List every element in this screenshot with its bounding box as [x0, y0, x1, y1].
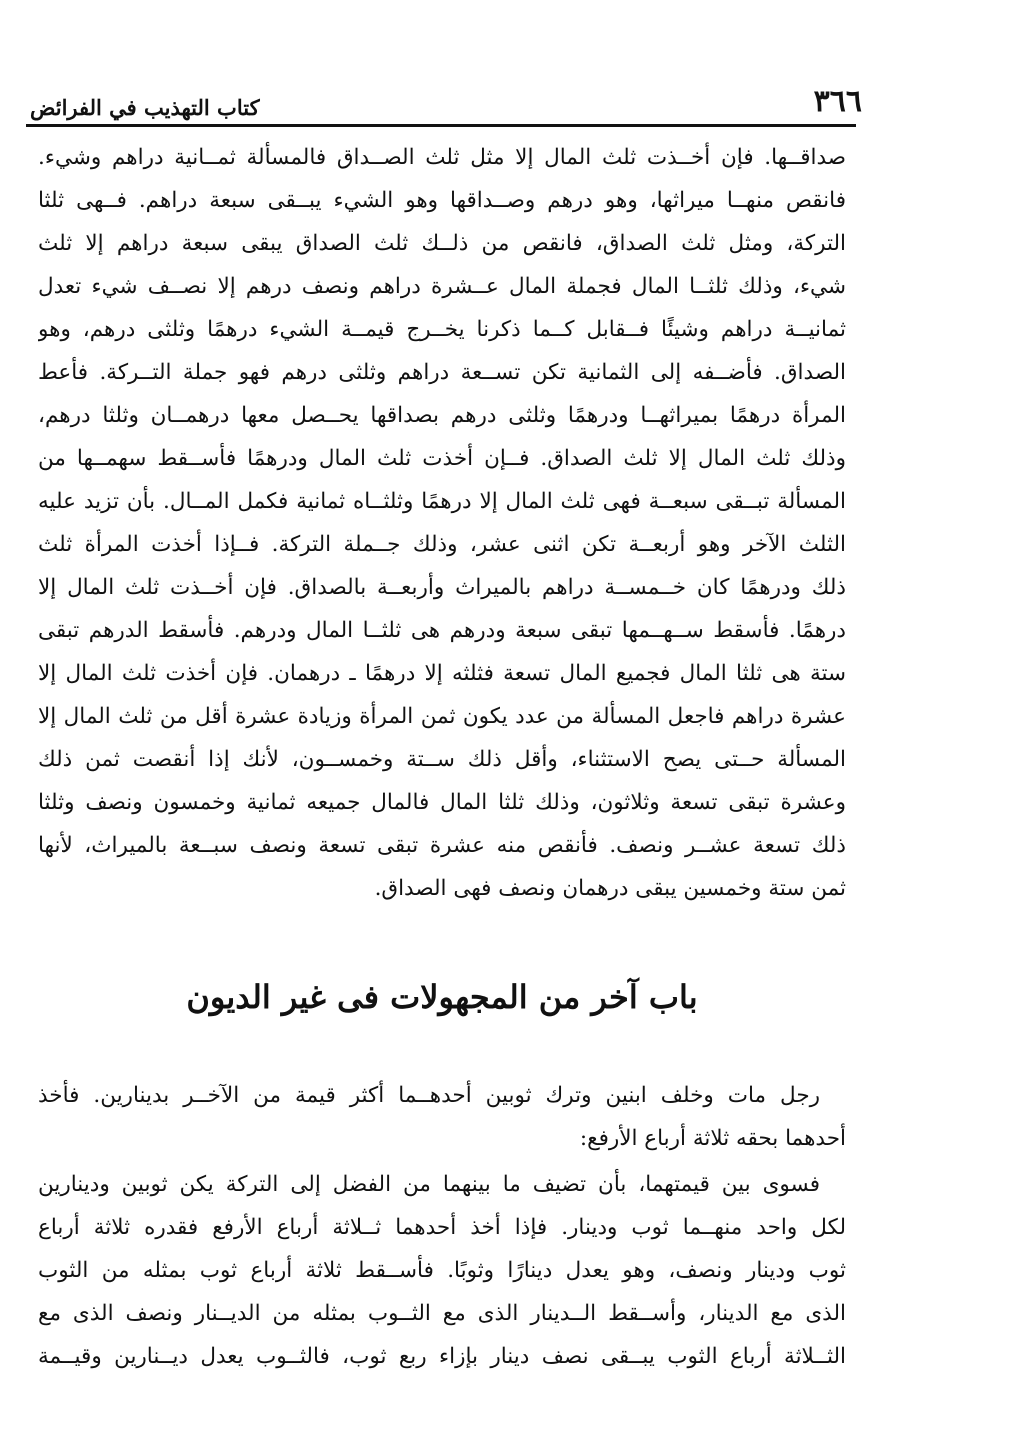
text-line: فسوى بين قيمتهما، بأن تضيف ما بينهما من الفضل إلى التركة يكن ثوبين ودينارين	[38, 1172, 820, 1197]
text-line: المسألة حــتى يصح الاستثناء، وأقل ذلك ســتة وخمســون، لأنك إذا أنقصت ثمن ذلك	[38, 747, 846, 772]
text-line: عشرة دراهم فاجعل المسألة من عدد يكون ثمن المرأة وزيادة عشرة أقل من ثلث المال إلا	[38, 704, 846, 729]
text-line: ذلك تسعة عشــر ونصف. فأنقص منه عشرة تبقى تسعة ونصف سبــعة بالميراث، لأنها	[38, 833, 846, 858]
text-line: رجل مات وخلف ابنين وترك ثوبين أحدهــما أكثر قيمة من الآخــر بدينارين. فأخذ	[38, 1083, 820, 1108]
paragraph-1	[38, 136, 846, 910]
paragraph-3	[38, 1163, 846, 1378]
text-line: لكل واحد منهــما ثوب ودينار. فإذا أخذ أحدهما ثــلاثة أرباع الأرفع فقدره ثلاثة أرباع	[38, 1215, 846, 1240]
text-line: درهمًا. فأسقط ســهــمها تبقى سبعة ودرهم هى ثلثــا المال ودرهم. فأسقط الدرهم تبقى	[38, 618, 846, 643]
text-line: ثمن ستة وخمسين يبقى درهمان ونصف فهى الصداق.	[374, 876, 846, 901]
text-line: التركة، ومثل ثلث الصداق، فانقص من ذلــك ثلث الصداق يبقى سبعة دراهم إلا ثلث	[38, 231, 846, 256]
text-line: ستة هى ثلثا المال فجميع المال تسعة فثلثه إلا درهمًا ـ درهمان. فإن أخذت ثلث المال إلا	[38, 661, 846, 686]
text-line: ذلك ودرهمًا كان خــمســة دراهم بالميراث وأربعــة بالصداق. فإن أخــذت ثلث المال إلا	[38, 575, 846, 600]
text-line: وذلك ثلث المال إلا ثلث الصداق. فــإن أخذت ثلث المال ودرهمًا فأســقط سهمــها من	[38, 446, 846, 471]
running-head	[30, 84, 862, 124]
text-line: المرأة درهمًا بميراثهــا ودرهمًا وثلثى درهم بصداقها يحــصل معها درهمــان وثلثا درهم،	[38, 403, 846, 428]
text-line: ثمانيــة دراهم وشيئًا فــقابل كــما ذكرنا يخــرج قيمــة الشيء درهمًا وثلثى درهم، وهو	[38, 317, 846, 342]
paragraph-2	[38, 1074, 846, 1160]
running-title: كتاب التهذيب في الفرائض	[30, 95, 260, 120]
text-line: المسألة تبــقى سبعــة فهى ثلث المال إلا درهمًا وثلثــاه ثمانية فكمل المــال. بأن تزيد عليه	[38, 489, 846, 514]
text-line: الذى مع الدينار، وأســقط الــدينار الذى مع الثــوب بمثله من الديــنار ونصف الذى مع	[38, 1301, 846, 1326]
section-heading: باب آخر من المجهولات فى غير الديون	[186, 978, 698, 1016]
text-line: الصداق. فأضــفه إلى الثمانية تكن تســعة دراهم وثلثى درهم فهو جملة التــركة. فأعط	[38, 360, 846, 385]
header-rule	[26, 124, 856, 127]
text-line: فانقص منهــا ميراثها، وهو درهم وصــداقها وهو الشيء يبــقى سبعة دراهم. فــهى ثلثا	[38, 188, 846, 213]
text-line: الثلث الآخر وهو أربعــة تكن اثنى عشر، وذلك جــملة التركة. فــإذا أخذت المرأة ثلث	[38, 532, 846, 557]
page-number: ٣٦٦	[813, 84, 862, 119]
text-line: ثوب ودينار ونصف، وهو يعدل دينارًا وثوبًا. فأســقط ثلاثة أرباع ثوب بمثله من الثوب	[38, 1258, 846, 1283]
text-line: أحدهما بحقه ثلاثة أرباع الأرفع:	[579, 1126, 846, 1151]
text-line: شيء، وذلك ثلثــا المال فجملة المال عــشرة دراهم ونصف درهم إلا نصــف شيء تعدل	[38, 274, 846, 299]
text-line: وعشرة تبقى تسعة وثلاثون، وذلك ثلثا المال فالمال جميعه ثمانية وخمسون ونصف وثلثا	[38, 790, 846, 815]
text-line: صداقــها. فإن أخــذت ثلث المال إلا مثل ثلث الصــداق فالمسألة ثمــانية دراهم وشيء.	[38, 145, 846, 170]
text-line: الثــلاثة أرباع الثوب يبــقى نصف دينار بإزاء ربع ثوب، فالثــوب يعدل ديــنارين وقيــمة	[38, 1344, 846, 1369]
